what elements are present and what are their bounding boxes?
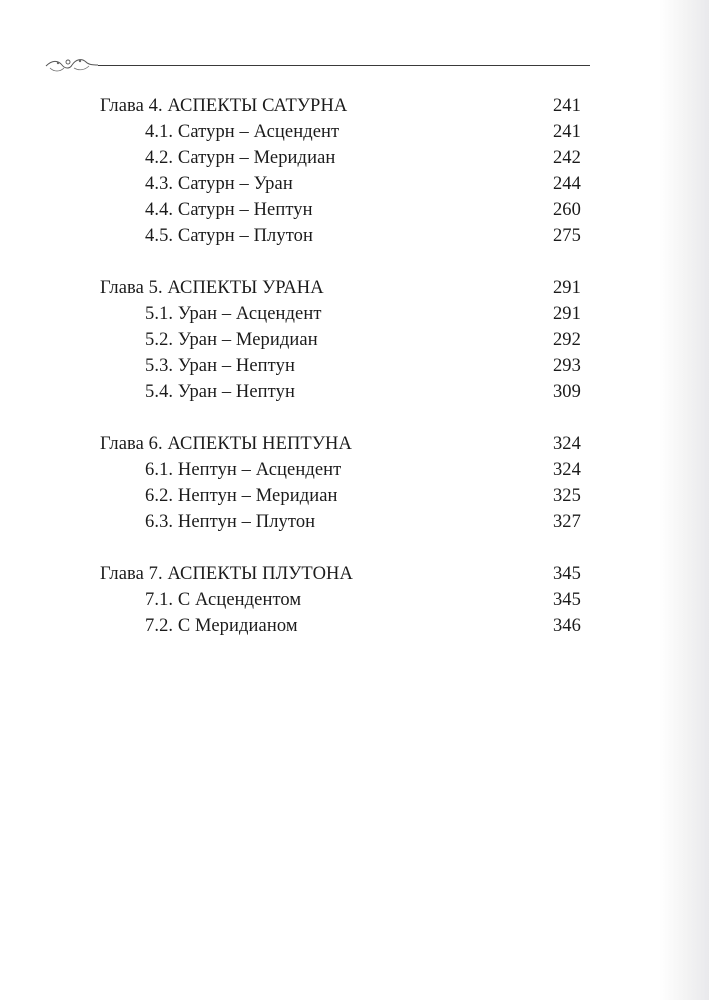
section-title: 5.2. Уран – Меридиан bbox=[145, 330, 318, 350]
page-number: 324 bbox=[552, 434, 581, 454]
page-number: 346 bbox=[552, 616, 581, 636]
section-entry[interactable] bbox=[100, 327, 581, 353]
section-title: 4.5. Сатурн – Плутон bbox=[145, 226, 314, 246]
section-entry[interactable] bbox=[100, 353, 581, 379]
section-title: 4.4. Сатурн – Нептун bbox=[145, 200, 313, 220]
section-entry[interactable] bbox=[100, 119, 581, 145]
section-entry[interactable] bbox=[100, 145, 581, 171]
section-entry[interactable] bbox=[100, 223, 581, 249]
chapter-title: Глава 4. АСПЕКТЫ САТУРНА bbox=[100, 96, 348, 116]
section-entry[interactable] bbox=[100, 457, 581, 483]
chapter-heading[interactable] bbox=[100, 275, 581, 301]
decorative-flourish-icon bbox=[44, 52, 100, 76]
section-entry[interactable] bbox=[100, 509, 581, 535]
page-number: 345 bbox=[552, 564, 581, 584]
section-title: 5.4. Уран – Нептун bbox=[145, 382, 295, 402]
section-entry[interactable] bbox=[100, 171, 581, 197]
section-entry[interactable] bbox=[100, 301, 581, 327]
page-number: 292 bbox=[552, 330, 581, 350]
chapter-5 bbox=[100, 275, 581, 405]
page-number: 242 bbox=[552, 148, 581, 168]
section-title: 5.1. Уран – Асцендент bbox=[145, 304, 322, 324]
page-number: 275 bbox=[552, 226, 581, 246]
chapter-4 bbox=[100, 93, 581, 249]
section-title: 6.1. Нептун – Асцендент bbox=[145, 460, 342, 480]
section-entry[interactable] bbox=[100, 587, 581, 613]
section-entry[interactable] bbox=[100, 197, 581, 223]
page-number: 260 bbox=[552, 200, 581, 220]
page-number: 244 bbox=[552, 174, 581, 194]
page-number: 327 bbox=[552, 512, 581, 532]
section-entry[interactable] bbox=[100, 613, 581, 639]
section-title: 7.2. С Меридианом bbox=[145, 616, 298, 636]
table-of-contents bbox=[100, 93, 581, 665]
header-rule bbox=[98, 65, 590, 66]
chapter-6 bbox=[100, 431, 581, 535]
section-title: 7.1. С Асцендентом bbox=[145, 590, 302, 610]
page-number: 324 bbox=[552, 460, 581, 480]
section-title: 5.3. Уран – Нептун bbox=[145, 356, 295, 376]
page-number: 309 bbox=[552, 382, 581, 402]
page-number: 241 bbox=[552, 122, 581, 142]
chapter-7 bbox=[100, 561, 581, 639]
chapter-heading[interactable] bbox=[100, 431, 581, 457]
section-title: 4.2. Сатурн – Меридиан bbox=[145, 148, 336, 168]
section-title: 6.2. Нептун – Меридиан bbox=[145, 486, 338, 506]
section-title: 4.1. Сатурн – Асцендент bbox=[145, 122, 340, 142]
chapter-title: Глава 5. АСПЕКТЫ УРАНА bbox=[100, 278, 324, 298]
page-number: 291 bbox=[552, 278, 581, 298]
chapter-heading[interactable] bbox=[100, 93, 581, 119]
section-entry[interactable] bbox=[100, 379, 581, 405]
chapter-heading[interactable] bbox=[100, 561, 581, 587]
page-number: 241 bbox=[552, 96, 581, 116]
page-number: 293 bbox=[552, 356, 581, 376]
chapter-title: Глава 6. АСПЕКТЫ НЕПТУНА bbox=[100, 434, 352, 454]
page-number: 345 bbox=[552, 590, 581, 610]
page-number: 291 bbox=[552, 304, 581, 324]
chapter-title: Глава 7. АСПЕКТЫ ПЛУТОНА bbox=[100, 564, 353, 584]
section-title: 6.3. Нептун – Плутон bbox=[145, 512, 316, 532]
page-number: 325 bbox=[552, 486, 581, 506]
section-entry[interactable] bbox=[100, 483, 581, 509]
section-title: 4.3. Сатурн – Уран bbox=[145, 174, 293, 194]
